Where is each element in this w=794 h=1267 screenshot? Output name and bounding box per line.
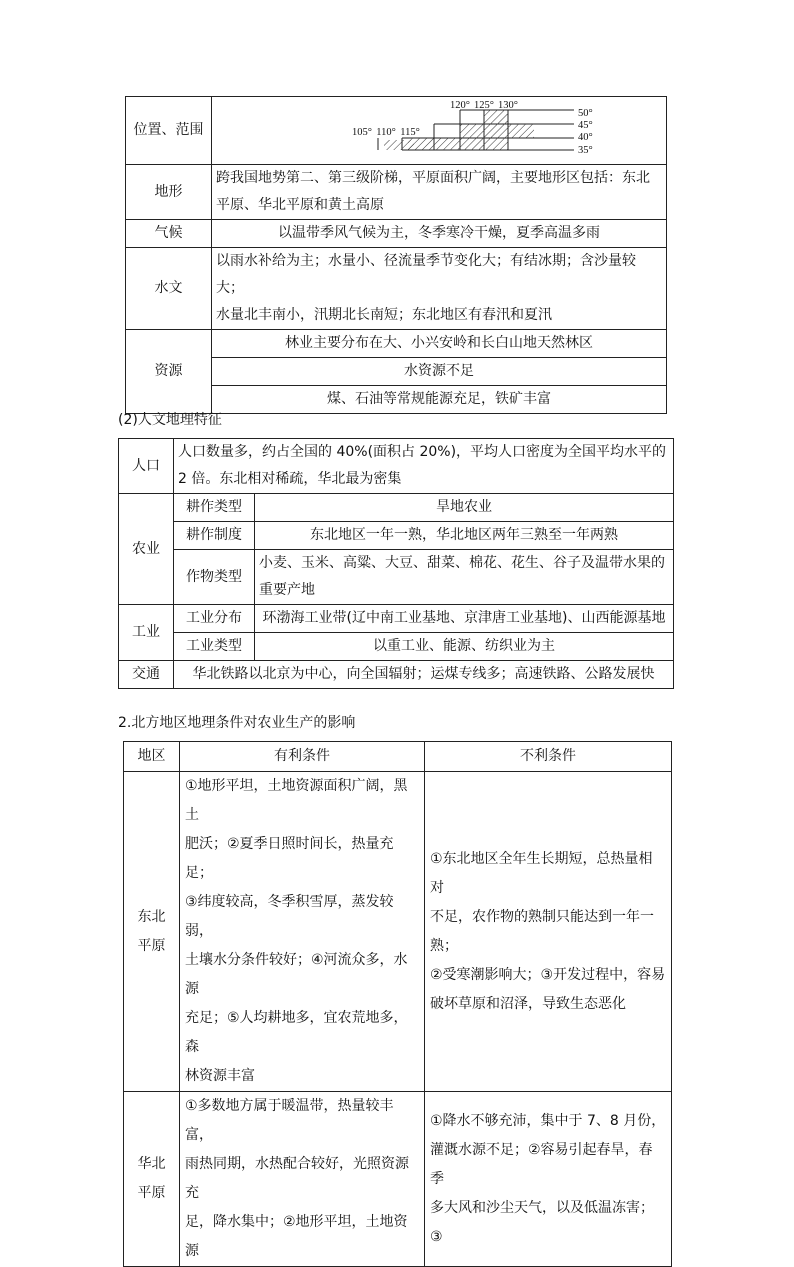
climate-cell: 以温带季风气候为主，冬季寒冷干燥，夏季高温多雨: [212, 220, 667, 248]
favorable-cell: [180, 772, 425, 1092]
north-region-location-map: [212, 98, 667, 164]
location-map-cell: [212, 97, 667, 165]
text-line: ①地形平坦，土地资源面积广阔，黑土: [185, 778, 408, 823]
sub-label: 耕作类型: [174, 494, 255, 522]
lat-label: 35°: [578, 144, 593, 156]
row-label-industry: 工业: [119, 605, 174, 661]
lat-label: 45°: [578, 119, 593, 131]
text-line: 土壤水分条件较好；④河流众多，水源: [185, 952, 408, 997]
text-line: 足，降水集中；②地形平坦，土地资源: [185, 1214, 408, 1259]
text-line: 破坏草原和沼泽，导致生态恶化: [430, 995, 626, 1012]
region-line: 华北: [137, 1156, 166, 1172]
lon-label: 115°: [400, 126, 420, 138]
text-line: ①东北地区全年生长期短，总热量相对: [430, 850, 653, 896]
text-line: ②受寒潮影响大；③开发过程中，容易: [430, 966, 666, 983]
text-line: 肥沃；②夏季日照时间长，热量充足；: [185, 836, 394, 881]
crop-cell: [255, 550, 674, 605]
sub-label: 耕作制度: [174, 522, 255, 550]
industry-cell: 以重工业、能源、纺织业为主: [255, 633, 674, 661]
agri-cell: 旱地农业: [255, 494, 674, 522]
region-line: 东北: [137, 908, 166, 925]
text-line: ③纬度较高，冬季积雪厚，蒸发较弱，: [185, 894, 394, 939]
header-unfavorable: 不利条件: [425, 742, 672, 772]
region-line: 平原: [137, 937, 166, 954]
row-label-agriculture: 农业: [119, 494, 174, 605]
unfavorable-cell: [425, 772, 672, 1092]
row-label-climate: 气候: [126, 220, 212, 248]
lat-label: 50°: [578, 107, 593, 119]
lon-label: 125°: [474, 99, 494, 111]
natural-features-table: [125, 96, 667, 414]
text-line: 平原、华北平原和黄土高原: [216, 197, 384, 213]
text-line: ①降水不够充沛，集中于 7、8 月份，: [430, 1112, 666, 1129]
row-label-location: 位置、范围: [126, 97, 212, 165]
lon-label: 105°: [352, 126, 372, 138]
text-line: 人口数量多，约占全国的 40%(面积占 20%)，平均人口密度为全国平均水平的: [178, 444, 667, 460]
resource-item: 林业主要分布在大、小兴安岭和长白山地天然林区: [212, 330, 667, 358]
terrain-cell: [212, 165, 667, 220]
unfavorable-cell: [425, 1092, 672, 1267]
row-label-transport: 交通: [119, 661, 174, 689]
text-line: 林资源丰富: [185, 1068, 255, 1084]
lon-label: 110°: [376, 126, 396, 138]
sub-label: 工业分布: [174, 605, 255, 633]
row-label-resources: 资源: [126, 330, 212, 414]
row-label-terrain: 地形: [126, 165, 212, 220]
text-line: 多大风和沙尘天气，以及低温冻害；③: [430, 1199, 654, 1245]
sub-label: 工业类型: [174, 633, 255, 661]
lon-label: 130°: [498, 99, 518, 111]
region-north-china-plain: [124, 1092, 180, 1267]
lon-label: 120°: [450, 99, 470, 111]
resource-item: 水资源不足: [212, 358, 667, 386]
header-region: 地区: [124, 742, 180, 772]
header-favorable: 有利条件: [180, 742, 425, 772]
lat-label: 40°: [578, 131, 593, 143]
text-line: 不足，农作物的熟制只能达到一年一熟；: [430, 908, 654, 954]
agriculture-conditions-table: [123, 741, 672, 1267]
row-label-population: 人口: [119, 439, 174, 494]
human-features-table: [118, 438, 674, 689]
favorable-cell: [180, 1092, 425, 1267]
text-line: 小麦、玉米、高粱、大豆、甜菜、棉花、花生、谷子及温带水果的: [259, 555, 665, 571]
text-line: 跨我国地势第二、第三级阶梯，平原面积广阔，主要地形区包括：东北: [216, 170, 650, 186]
text-line: 以雨水补给为主；水量小、径流量季节变化大；有结冰期；含沙量较大；: [216, 253, 636, 296]
agri-cell: 东北地区一年一熟，华北地区两年三熟至一年两熟: [255, 522, 674, 550]
resource-item: 煤、石油等常规能源充足，铁矿丰富: [212, 386, 667, 414]
text-line: 充足；⑤人均耕地多，宜农荒地多，森: [185, 1010, 408, 1055]
region-line: 平原: [137, 1185, 166, 1201]
text-line: 2 倍。东北相对稀疏，华北最为密集: [178, 471, 402, 487]
industry-cell: 环渤海工业带(辽中南工业基地、京津唐工业基地)、山西能源基地: [255, 605, 674, 633]
sub-label: 作物类型: [174, 550, 255, 605]
text-line: 重要产地: [259, 582, 315, 598]
transport-cell: 华北铁路以北京为中心，向全国辐射；运煤专线多；高速铁路、公路发展快: [174, 661, 674, 689]
region-northeast-plain: [124, 772, 180, 1092]
section-heading-agriculture: 2.北方地区地理条件对农业生产的影响: [118, 715, 356, 731]
text-line: 雨热同期，水热配合较好，光照资源充: [185, 1156, 409, 1201]
text-line: 灌溉水源不足；②容易引起春旱，春季: [430, 1141, 653, 1187]
text-line: ①多数地方属于暖温带，热量较丰富，: [185, 1098, 394, 1143]
section-heading-human: (2)人文地理特征: [118, 412, 222, 428]
row-label-hydrology: 水文: [126, 248, 212, 330]
text-line: 水量北丰南小，汛期北长南短；东北地区有春汛和夏汛: [216, 307, 552, 323]
hydrology-cell: [212, 248, 667, 330]
population-cell: [174, 439, 674, 494]
